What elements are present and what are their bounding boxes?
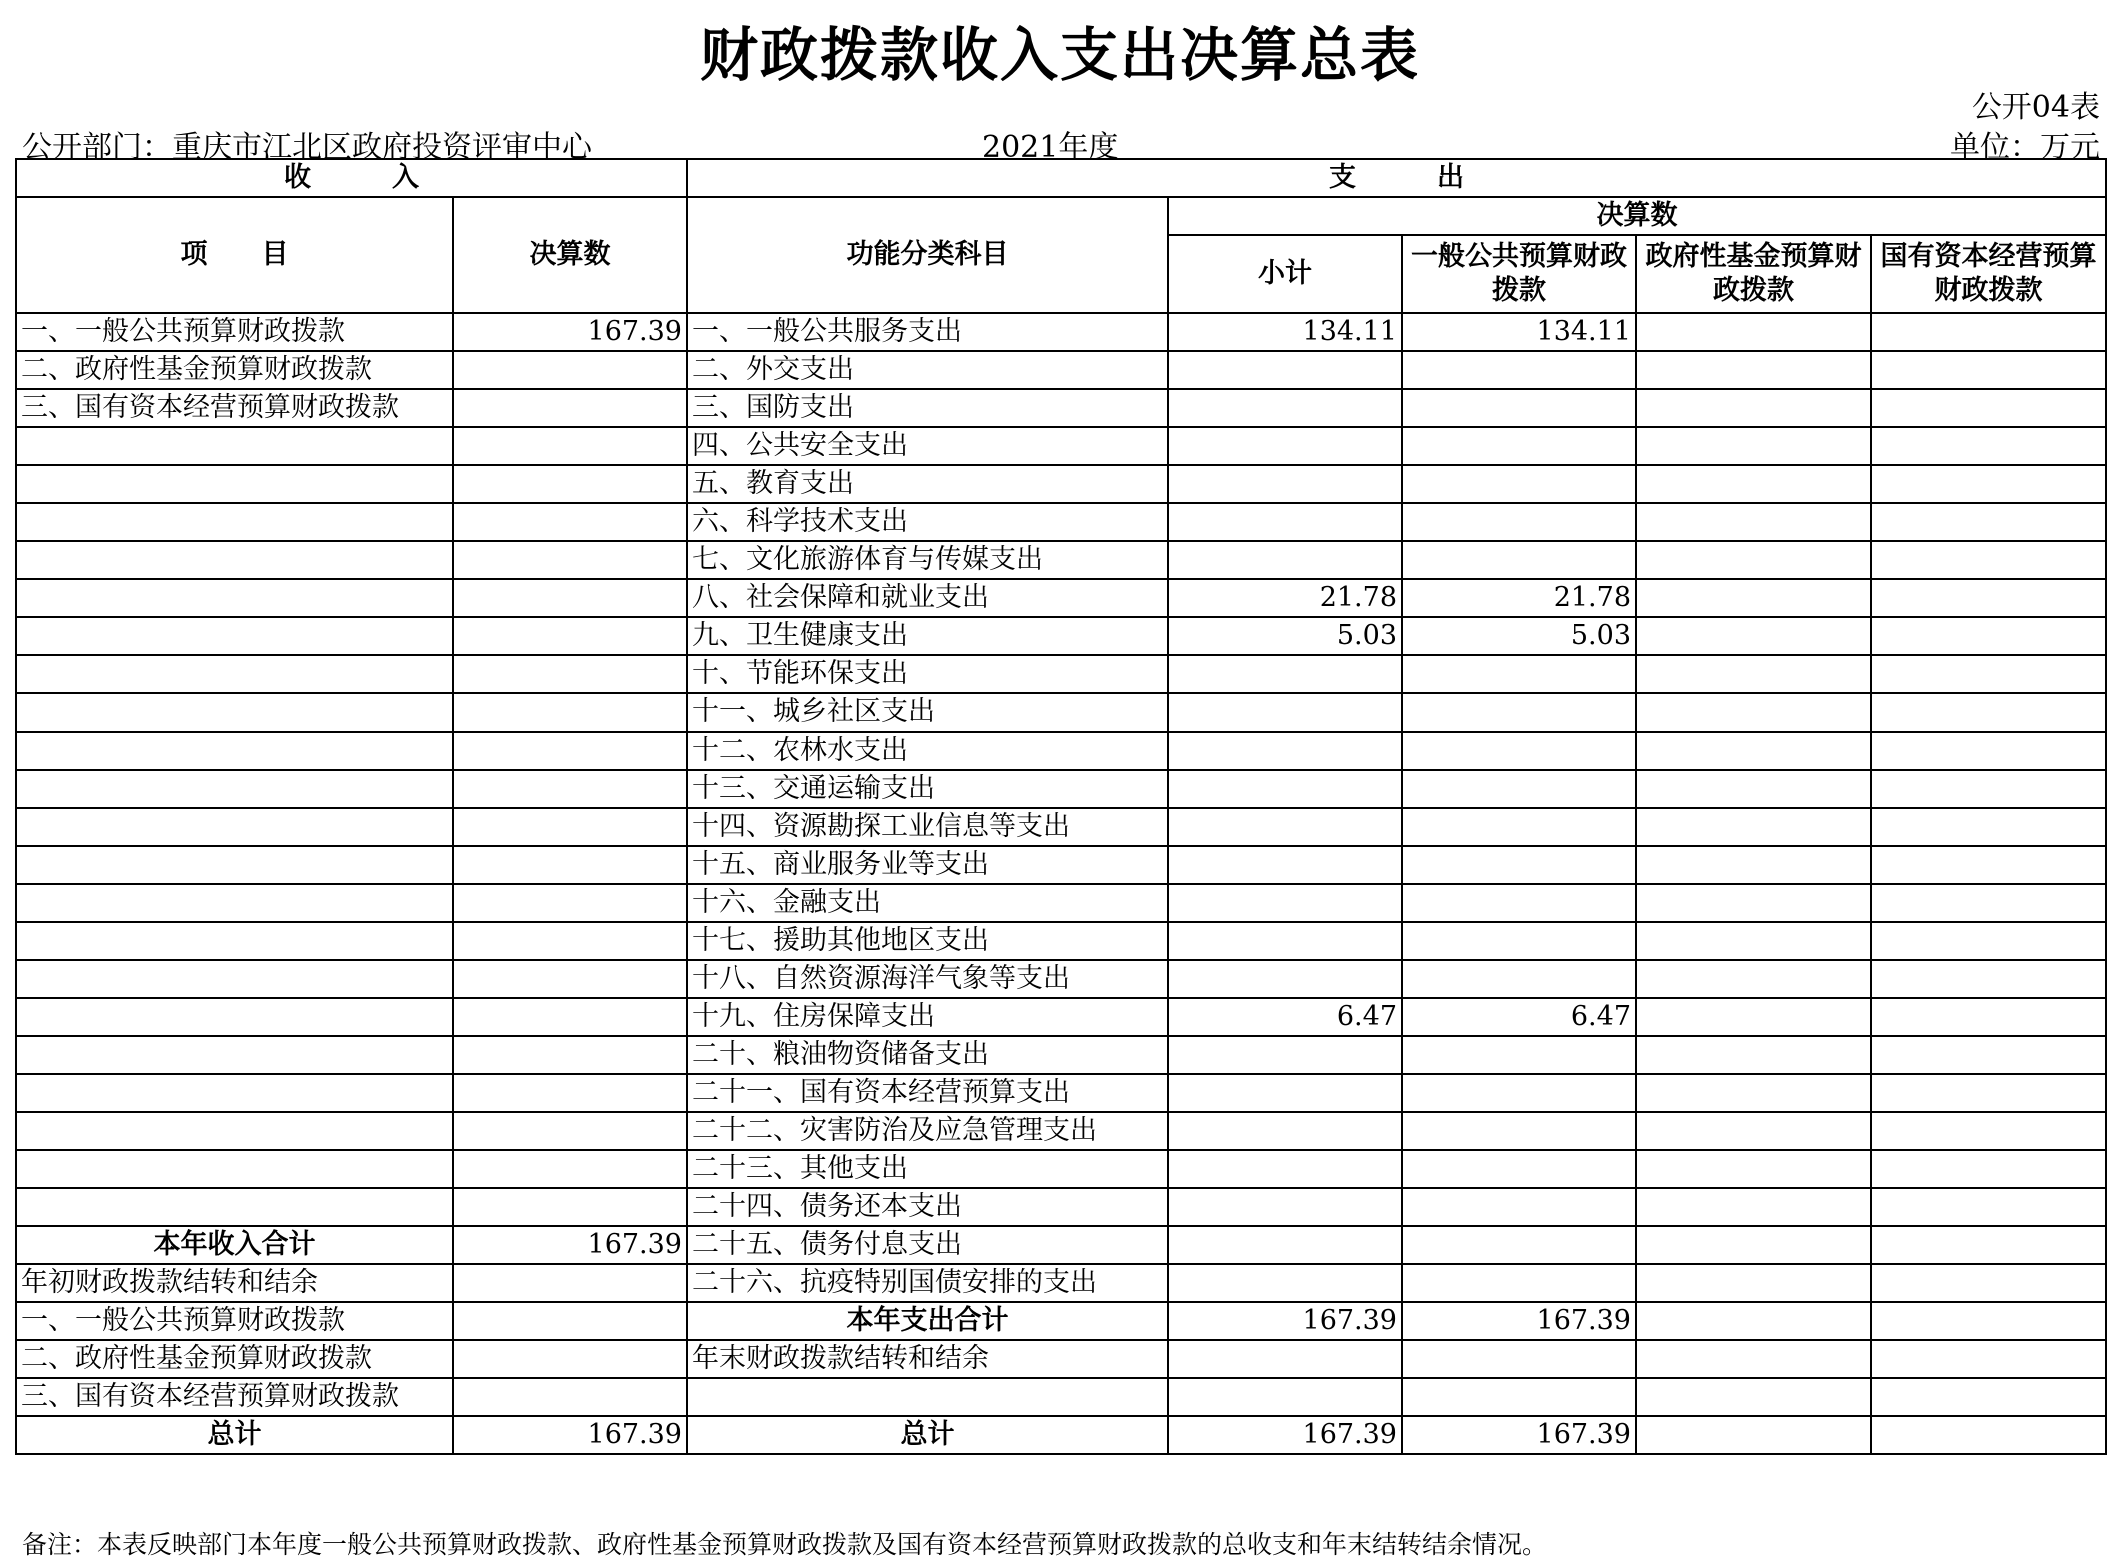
general-budget-cell: [1402, 884, 1636, 922]
table-row: [16, 922, 2106, 960]
subtotal-cell: [1168, 655, 1402, 693]
table-body: [16, 313, 2106, 1454]
gov-fund-cell: [1636, 503, 1871, 541]
income-amount-cell: [453, 732, 687, 770]
table-row: [16, 427, 2106, 465]
table-row: [16, 389, 2106, 427]
general-budget-cell: [1402, 1112, 1636, 1150]
subtotal-cell: [1168, 732, 1402, 770]
state-capital-cell: [1871, 427, 2106, 465]
expense-category-cell: 年末财政拨款结转和结余: [687, 1340, 1168, 1378]
expense-category-cell: 二十六、抗疫特别国债安排的支出: [687, 1264, 1168, 1302]
subtotal-cell: [1168, 770, 1402, 808]
income-item-cell: 总计: [16, 1416, 453, 1454]
subtotal-cell: 134.11: [1168, 313, 1402, 351]
gov-fund-cell: [1636, 884, 1871, 922]
subtotal-cell: [1168, 351, 1402, 389]
table-row: [16, 1302, 2106, 1340]
income-amount-cell: [453, 579, 687, 617]
income-item-cell: 一、一般公共预算财政拨款: [16, 1302, 453, 1340]
general-budget-cell: [1402, 655, 1636, 693]
gov-fund-cell: [1636, 808, 1871, 846]
general-budget-cell: [1402, 427, 1636, 465]
expense-category-cell: 十九、住房保障支出: [687, 998, 1168, 1036]
table-row: [16, 1112, 2106, 1150]
expense-category-cell: 二十三、其他支出: [687, 1150, 1168, 1188]
table-row: [16, 693, 2106, 731]
general-budget-cell: [1402, 351, 1636, 389]
subtotal-cell: [1168, 960, 1402, 998]
unit-label: 单位：万元: [1950, 130, 2100, 165]
gov-fund-cell: [1636, 389, 1871, 427]
income-amount-cell: [453, 884, 687, 922]
fiscal-year-label: 2021年度: [982, 130, 1119, 165]
item-header: 项 目: [16, 197, 453, 313]
income-item-cell: [16, 732, 453, 770]
general-budget-cell: [1402, 846, 1636, 884]
expense-category-cell: 二十四、债务还本支出: [687, 1188, 1168, 1226]
income-amount-cell: [453, 1302, 687, 1340]
general-budget-cell: [1402, 693, 1636, 731]
income-amount-cell: 167.39: [453, 313, 687, 351]
state-capital-cell: [1871, 922, 2106, 960]
expense-category-cell: 十、节能环保支出: [687, 655, 1168, 693]
general-budget-cell: 6.47: [1402, 998, 1636, 1036]
general-budget-cell: [1402, 1074, 1636, 1112]
department-label: 公开部门：重庆市江北区政府投资评审中心: [22, 130, 592, 165]
expense-category-cell: 十八、自然资源海洋气象等支出: [687, 960, 1168, 998]
subtotal-cell: [1168, 1188, 1402, 1226]
subtotal-cell: [1168, 1150, 1402, 1188]
state-capital-cell: [1871, 1416, 2106, 1454]
table-row: [16, 808, 2106, 846]
income-amount-cell: [453, 503, 687, 541]
subtotal-cell: 5.03: [1168, 617, 1402, 655]
func-category-header: 功能分类科目: [687, 197, 1168, 313]
subtotal-cell: [1168, 884, 1402, 922]
budget-table: [15, 158, 2107, 1455]
state-capital-cell: [1871, 1226, 2106, 1264]
income-item-cell: 三、国有资本经营预算财政拨款: [16, 389, 453, 427]
gov-fund-cell: [1636, 1188, 1871, 1226]
state-capital-cell: [1871, 960, 2106, 998]
gov-fund-cell: [1636, 579, 1871, 617]
expense-category-cell: 四、公共安全支出: [687, 427, 1168, 465]
general-budget-cell: [1402, 1226, 1636, 1264]
expense-category-cell: 十五、商业服务业等支出: [687, 846, 1168, 884]
income-item-cell: [16, 579, 453, 617]
general-budget-cell: 21.78: [1402, 579, 1636, 617]
income-header: 收 入: [16, 159, 687, 197]
subtotal-cell: [1168, 1340, 1402, 1378]
state-capital-cell: [1871, 884, 2106, 922]
general-budget-cell: 134.11: [1402, 313, 1636, 351]
subtotal-cell: [1168, 1378, 1402, 1416]
gov-fund-cell: [1636, 693, 1871, 731]
income-item-cell: [16, 922, 453, 960]
table-row: [16, 846, 2106, 884]
expense-category-cell: 七、文化旅游体育与传媒支出: [687, 541, 1168, 579]
state-capital-cell: [1871, 1036, 2106, 1074]
expense-category-cell: 二十五、债务付息支出: [687, 1226, 1168, 1264]
subtotal-cell: 167.39: [1168, 1302, 1402, 1340]
subtotal-cell: [1168, 1112, 1402, 1150]
table-row: [16, 1036, 2106, 1074]
table-row: [16, 770, 2106, 808]
expense-category-cell: 三、国防支出: [687, 389, 1168, 427]
income-item-cell: [16, 1188, 453, 1226]
gov-fund-cell: [1636, 770, 1871, 808]
general-budget-cell: [1402, 1340, 1636, 1378]
income-amount-cell: 167.39: [453, 1416, 687, 1454]
table-row: [16, 1150, 2106, 1188]
table-row: [16, 655, 2106, 693]
income-item-cell: [16, 1112, 453, 1150]
table-row: [16, 1340, 2106, 1378]
gov-fund-cell: [1636, 655, 1871, 693]
general-budget-cell: [1402, 808, 1636, 846]
general-budget-cell: 167.39: [1402, 1416, 1636, 1454]
gov-fund-cell: [1636, 1302, 1871, 1340]
subtotal-cell: [1168, 1264, 1402, 1302]
state-capital-cell: [1871, 998, 2106, 1036]
income-item-cell: [16, 693, 453, 731]
income-item-cell: 三、国有资本经营预算财政拨款: [16, 1378, 453, 1416]
income-amount-cell: [453, 1036, 687, 1074]
subtotal-cell: [1168, 427, 1402, 465]
expense-category-cell: 二十、粮油物资储备支出: [687, 1036, 1168, 1074]
income-amount-cell: [453, 960, 687, 998]
income-amount-cell: [453, 998, 687, 1036]
page-title: 财政拨款收入支出决算总表: [699, 21, 1420, 89]
income-amount-cell: [453, 1188, 687, 1226]
state-capital-cell: [1871, 503, 2106, 541]
subtotal-cell: [1168, 389, 1402, 427]
table-row: [16, 503, 2106, 541]
table-row: [16, 465, 2106, 503]
income-amount-cell: [453, 617, 687, 655]
table-row: [16, 998, 2106, 1036]
footnote: 备注：本表反映部门本年度一般公共预算财政拨款、政府性基金预算财政拨款及国有资本经营预算财政拨款的总收支和年末结转结余情况。: [22, 1530, 1548, 1559]
expense-category-cell: 八、社会保障和就业支出: [687, 579, 1168, 617]
income-item-cell: [16, 884, 453, 922]
table-row: [16, 884, 2106, 922]
expense-category-cell: 五、教育支出: [687, 465, 1168, 503]
general-budget-cell: 167.39: [1402, 1302, 1636, 1340]
amount-header: 决算数: [453, 197, 687, 313]
income-item-cell: 二、政府性基金预算财政拨款: [16, 1340, 453, 1378]
income-amount-cell: [453, 1074, 687, 1112]
expense-category-cell: 二十一、国有资本经营预算支出: [687, 1074, 1168, 1112]
income-item-cell: [16, 465, 453, 503]
subtotal-cell: [1168, 541, 1402, 579]
subtotal-cell: 21.78: [1168, 579, 1402, 617]
gov-fund-header: 政府性基金预算财政拨款: [1636, 235, 1871, 313]
state-capital-cell: [1871, 1378, 2106, 1416]
state-capital-cell: [1871, 808, 2106, 846]
income-item-cell: [16, 998, 453, 1036]
gov-fund-cell: [1636, 1264, 1871, 1302]
income-item-cell: 二、政府性基金预算财政拨款: [16, 351, 453, 389]
income-amount-cell: [453, 427, 687, 465]
state-capital-cell: [1871, 1188, 2106, 1226]
expense-category-cell: 六、科学技术支出: [687, 503, 1168, 541]
general-budget-cell: [1402, 1378, 1636, 1416]
gov-fund-cell: [1636, 1150, 1871, 1188]
table-row: [16, 1264, 2106, 1302]
general-budget-cell: [1402, 389, 1636, 427]
expense-category-cell: 九、卫生健康支出: [687, 617, 1168, 655]
subtotal-cell: [1168, 1226, 1402, 1264]
table-row: [16, 1378, 2106, 1416]
income-item-cell: [16, 427, 453, 465]
income-item-cell: [16, 846, 453, 884]
table-row: [16, 1416, 2106, 1454]
income-amount-cell: [453, 1264, 687, 1302]
income-amount-cell: [453, 351, 687, 389]
subtotal-cell: [1168, 846, 1402, 884]
income-item-cell: [16, 503, 453, 541]
state-capital-cell: [1871, 846, 2106, 884]
gov-fund-cell: [1636, 541, 1871, 579]
state-capital-cell: [1871, 313, 2106, 351]
gov-fund-cell: [1636, 960, 1871, 998]
income-amount-cell: [453, 655, 687, 693]
general-budget-cell: [1402, 960, 1636, 998]
state-capital-cell: [1871, 770, 2106, 808]
table-row: [16, 579, 2106, 617]
expense-category-cell: 一、一般公共服务支出: [687, 313, 1168, 351]
general-budget-cell: 5.03: [1402, 617, 1636, 655]
general-budget-cell: [1402, 1150, 1636, 1188]
general-budget-cell: [1402, 503, 1636, 541]
income-amount-cell: [453, 1378, 687, 1416]
expense-header: 支 出: [687, 159, 2106, 197]
table-row: [16, 541, 2106, 579]
gov-fund-cell: [1636, 427, 1871, 465]
gov-fund-cell: [1636, 1036, 1871, 1074]
table-row: [16, 1074, 2106, 1112]
gov-fund-cell: [1636, 922, 1871, 960]
state-capital-header: 国有资本经营预算财政拨款: [1871, 235, 2106, 313]
state-capital-cell: [1871, 1340, 2106, 1378]
state-capital-cell: [1871, 351, 2106, 389]
expense-category-cell: [687, 1378, 1168, 1416]
general-budget-cell: [1402, 1188, 1636, 1226]
table-row: [16, 960, 2106, 998]
income-item-cell: 本年收入合计: [16, 1226, 453, 1264]
state-capital-cell: [1871, 389, 2106, 427]
table-row: [16, 351, 2106, 389]
state-capital-cell: [1871, 465, 2106, 503]
income-item-cell: [16, 541, 453, 579]
gov-fund-cell: [1636, 732, 1871, 770]
expense-category-cell: 本年支出合计: [687, 1302, 1168, 1340]
general-budget-cell: [1402, 732, 1636, 770]
income-item-cell: [16, 617, 453, 655]
income-item-cell: [16, 1150, 453, 1188]
gov-fund-cell: [1636, 351, 1871, 389]
income-amount-cell: [453, 1150, 687, 1188]
income-amount-cell: [453, 693, 687, 731]
income-amount-cell: [453, 922, 687, 960]
expense-category-cell: 二、外交支出: [687, 351, 1168, 389]
general-budget-cell: [1402, 922, 1636, 960]
expense-category-cell: 十一、城乡社区支出: [687, 693, 1168, 731]
subtotal-cell: [1168, 922, 1402, 960]
subtotal-cell: [1168, 465, 1402, 503]
table-row: [16, 1226, 2106, 1264]
subtotal-cell: [1168, 1036, 1402, 1074]
final-amount-group-header: 决算数: [1168, 197, 2106, 235]
state-capital-cell: [1871, 693, 2106, 731]
income-amount-cell: [453, 389, 687, 427]
expense-category-cell: 十四、资源勘探工业信息等支出: [687, 808, 1168, 846]
general-budget-header: 一般公共预算财政拨款: [1402, 235, 1636, 313]
general-budget-cell: [1402, 770, 1636, 808]
gov-fund-cell: [1636, 617, 1871, 655]
income-item-cell: [16, 1074, 453, 1112]
subtotal-cell: [1168, 808, 1402, 846]
state-capital-cell: [1871, 1302, 2106, 1340]
form-number: 公开04表: [1971, 90, 2100, 125]
table-row: [16, 313, 2106, 351]
table-row: [16, 617, 2106, 655]
income-item-cell: [16, 1036, 453, 1074]
expense-category-cell: 十七、援助其他地区支出: [687, 922, 1168, 960]
income-amount-cell: [453, 1340, 687, 1378]
table-row: [16, 732, 2106, 770]
expense-category-cell: 十三、交通运输支出: [687, 770, 1168, 808]
income-item-cell: [16, 770, 453, 808]
income-amount-cell: [453, 541, 687, 579]
expense-category-cell: 十六、金融支出: [687, 884, 1168, 922]
expense-category-cell: 总计: [687, 1416, 1168, 1454]
income-amount-cell: 167.39: [453, 1226, 687, 1264]
state-capital-cell: [1871, 579, 2106, 617]
state-capital-cell: [1871, 617, 2106, 655]
income-amount-cell: [453, 846, 687, 884]
state-capital-cell: [1871, 1150, 2106, 1188]
state-capital-cell: [1871, 655, 2106, 693]
expense-category-cell: 十二、农林水支出: [687, 732, 1168, 770]
state-capital-cell: [1871, 732, 2106, 770]
general-budget-cell: [1402, 541, 1636, 579]
income-item-cell: [16, 808, 453, 846]
general-budget-cell: [1402, 465, 1636, 503]
state-capital-cell: [1871, 1112, 2106, 1150]
gov-fund-cell: [1636, 1340, 1871, 1378]
subtotal-header: 小计: [1168, 235, 1402, 313]
income-item-cell: [16, 655, 453, 693]
table-row: [16, 1188, 2106, 1226]
expense-category-cell: 二十二、灾害防治及应急管理支出: [687, 1112, 1168, 1150]
state-capital-cell: [1871, 1264, 2106, 1302]
gov-fund-cell: [1636, 998, 1871, 1036]
subtotal-cell: 167.39: [1168, 1416, 1402, 1454]
general-budget-cell: [1402, 1264, 1636, 1302]
state-capital-cell: [1871, 1074, 2106, 1112]
gov-fund-cell: [1636, 1416, 1871, 1454]
subtotal-cell: [1168, 1074, 1402, 1112]
state-capital-cell: [1871, 541, 2106, 579]
gov-fund-cell: [1636, 846, 1871, 884]
income-amount-cell: [453, 465, 687, 503]
income-amount-cell: [453, 1112, 687, 1150]
subtotal-cell: [1168, 503, 1402, 541]
gov-fund-cell: [1636, 1378, 1871, 1416]
income-item-cell: [16, 960, 453, 998]
gov-fund-cell: [1636, 1226, 1871, 1264]
income-amount-cell: [453, 770, 687, 808]
income-item-cell: 一、一般公共预算财政拨款: [16, 313, 453, 351]
subtotal-cell: [1168, 693, 1402, 731]
income-amount-cell: [453, 808, 687, 846]
general-budget-cell: [1402, 1036, 1636, 1074]
gov-fund-cell: [1636, 1074, 1871, 1112]
income-item-cell: 年初财政拨款结转和结余: [16, 1264, 453, 1302]
subtotal-cell: 6.47: [1168, 998, 1402, 1036]
gov-fund-cell: [1636, 465, 1871, 503]
gov-fund-cell: [1636, 313, 1871, 351]
gov-fund-cell: [1636, 1112, 1871, 1150]
